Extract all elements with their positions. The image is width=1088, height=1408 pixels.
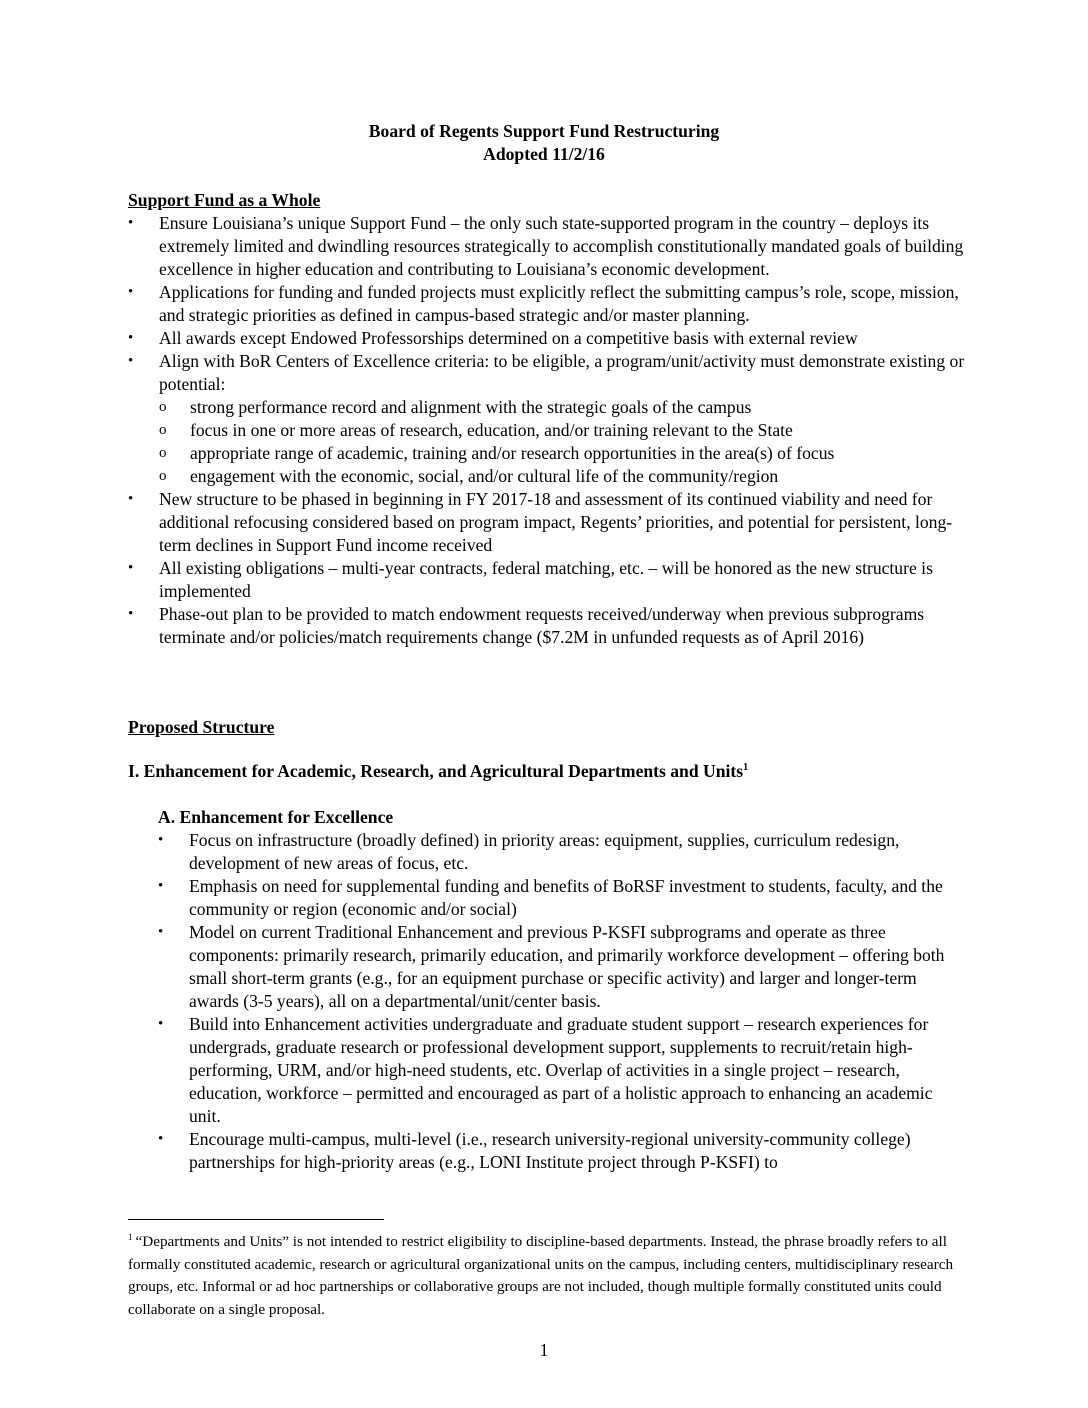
list-item bbox=[158, 1013, 968, 1128]
part-I-heading bbox=[128, 760, 748, 783]
hollow-bullet-icon: o bbox=[159, 445, 167, 461]
footnote bbox=[128, 1231, 968, 1321]
sub-list-item bbox=[159, 419, 968, 442]
list-item-text: All existing obligations – multi-year contracts, federal matching, etc. – will be honored as the new structure is implemented bbox=[159, 558, 933, 601]
part-A-heading: A. Enhancement for Excellence bbox=[158, 807, 394, 827]
bullet-icon: • bbox=[158, 1131, 164, 1147]
section-heading-proposed-structure: Proposed Structure bbox=[128, 717, 275, 737]
sub-list-item-text: focus in one or more areas of research, education, and/or training relevant to the State bbox=[190, 420, 793, 440]
list-item-text: Ensure Louisiana’s unique Support Fund – the only such state-supported program in the country – deploys its extremely limited and dwindling resources strategically to accomplish constitutionally mandated goals of building excellence in higher education and contributing to Louisiana’s economic development. bbox=[159, 213, 964, 279]
sub-list-item bbox=[159, 442, 968, 465]
sub-list-item bbox=[159, 465, 968, 488]
list-item-text: Applications for funding and funded projects must explicitly reflect the submitting campus’s role, scope, mission, and strategic priorities as defined in campus-based strategic and/or master planning. bbox=[159, 282, 959, 325]
sub-list-item-text: strong performance record and alignment with the strategic goals of the campus bbox=[190, 397, 752, 417]
bullet-icon: • bbox=[158, 832, 164, 848]
bullet-icon: • bbox=[128, 560, 134, 576]
hollow-bullet-icon: o bbox=[159, 399, 167, 415]
bullet-icon: • bbox=[128, 353, 134, 369]
bullet-icon: • bbox=[128, 215, 134, 231]
part-I-heading-text: I. Enhancement for Academic, Research, and Agricultural Departments and Units bbox=[128, 761, 744, 781]
page-number: 1 bbox=[539, 1340, 549, 1360]
list-item bbox=[128, 488, 968, 557]
bullet-icon: • bbox=[158, 924, 164, 940]
bullet-icon: • bbox=[158, 878, 164, 894]
footnote-reference[interactable]: 1 bbox=[743, 762, 749, 774]
list-item-text: Phase-out plan to be provided to match endowment requests received/underway when previous subprograms terminate and/or policies/match requirements change ($7.2M in unfunded requests as of April 2016) bbox=[159, 604, 925, 647]
list-item bbox=[158, 1128, 968, 1174]
sub-list-item-text: appropriate range of academic, training and/or research opportunities in the area(s) of focus bbox=[190, 443, 835, 463]
list-item-text: Encourage multi-campus, multi-level (i.e., research university-regional university-community college) partnerships for high-priority areas (e.g., LONI Institute project through P-KSFI) to bbox=[189, 1129, 911, 1172]
bullet-icon: • bbox=[128, 330, 134, 346]
list-item-text: Emphasis on need for supplemental funding and benefits of BoRSF investment to students, faculty, and the community or region (economic and/or social) bbox=[189, 876, 943, 919]
footnote-separator bbox=[128, 1219, 384, 1220]
list-item-text: Focus on infrastructure (broadly defined) in priority areas: equipment, supplies, curriculum redesign, development of new areas of focus, etc. bbox=[189, 830, 900, 873]
list-item bbox=[128, 603, 968, 649]
criteria-sub-list bbox=[159, 396, 968, 488]
list-item-text: All awards except Endowed Professorships determined on a competitive basis with external review bbox=[159, 328, 858, 348]
enhancement-bullet-list bbox=[158, 829, 968, 1174]
list-item bbox=[128, 557, 968, 603]
list-item-text: New structure to be phased in beginning in FY 2017-18 and assessment of its continued viability and need for additional refocusing considered based on program impact, Regents’ priorities, and potential for persistent, long-term declines in Support Fund income received bbox=[159, 489, 953, 555]
title-line-2-adopted-date: Adopted 11/2/16 bbox=[483, 144, 605, 164]
list-item-text: Align with BoR Centers of Excellence criteria: to be eligible, a program/unit/activity must demonstrate existing or potential: bbox=[159, 351, 965, 394]
list-item bbox=[158, 829, 968, 875]
list-item-text: Model on current Traditional Enhancement and previous P-KSFI subprograms and operate as three components: primarily research, primarily education, and primarily workforce development – offering both small short-term grants (e.g., for an equipment purchase or specific activity) and larger and longer-term awards (3-5 years), all on a departmental/unit/center basis. bbox=[189, 922, 945, 1011]
list-item-text: Build into Enhancement activities undergraduate and graduate student support – research experiences for undergrads, graduate research or professional development support, supplements to recruit/retain high-performing, URM, and/or high-need students, etc. Overlap of activities in a single project – research, education, workforce – permitted and encouraged as part of a holistic approach to enhancing an academic unit. bbox=[189, 1014, 933, 1126]
list-item bbox=[158, 921, 968, 1013]
footnote-text: “Departments and Units” is not intended to restrict eligibility to discipline-based departments. Instead, the phrase broadly refers to all formally constituted academic, research or agricultural organizational units on the campus, including centers, multidisciplinary research groups, etc. Informal or ad hoc partnerships or collaborative groups are not included, though multiple formally constituted units could collaborate on a single proposal. bbox=[128, 1233, 954, 1318]
document-title bbox=[0, 120, 1088, 166]
list-item bbox=[158, 875, 968, 921]
list-item bbox=[128, 350, 968, 488]
bullet-icon: • bbox=[128, 284, 134, 300]
list-item bbox=[128, 212, 968, 281]
bullet-icon: • bbox=[128, 491, 134, 507]
bullet-icon: • bbox=[128, 606, 134, 622]
title-line-1: Board of Regents Support Fund Restructuring bbox=[368, 121, 720, 141]
list-item bbox=[128, 281, 968, 327]
hollow-bullet-icon: o bbox=[159, 422, 167, 438]
support-fund-bullet-list bbox=[128, 212, 968, 649]
sub-list-item-text: engagement with the economic, social, and/or cultural life of the community/region bbox=[190, 466, 779, 486]
list-item bbox=[128, 327, 968, 350]
section-heading-support-fund: Support Fund as a Whole bbox=[128, 190, 321, 210]
sub-list-item bbox=[159, 396, 968, 419]
footnote-marker: 1 bbox=[128, 1231, 133, 1242]
hollow-bullet-icon: o bbox=[159, 468, 167, 484]
bullet-icon: • bbox=[158, 1016, 164, 1032]
